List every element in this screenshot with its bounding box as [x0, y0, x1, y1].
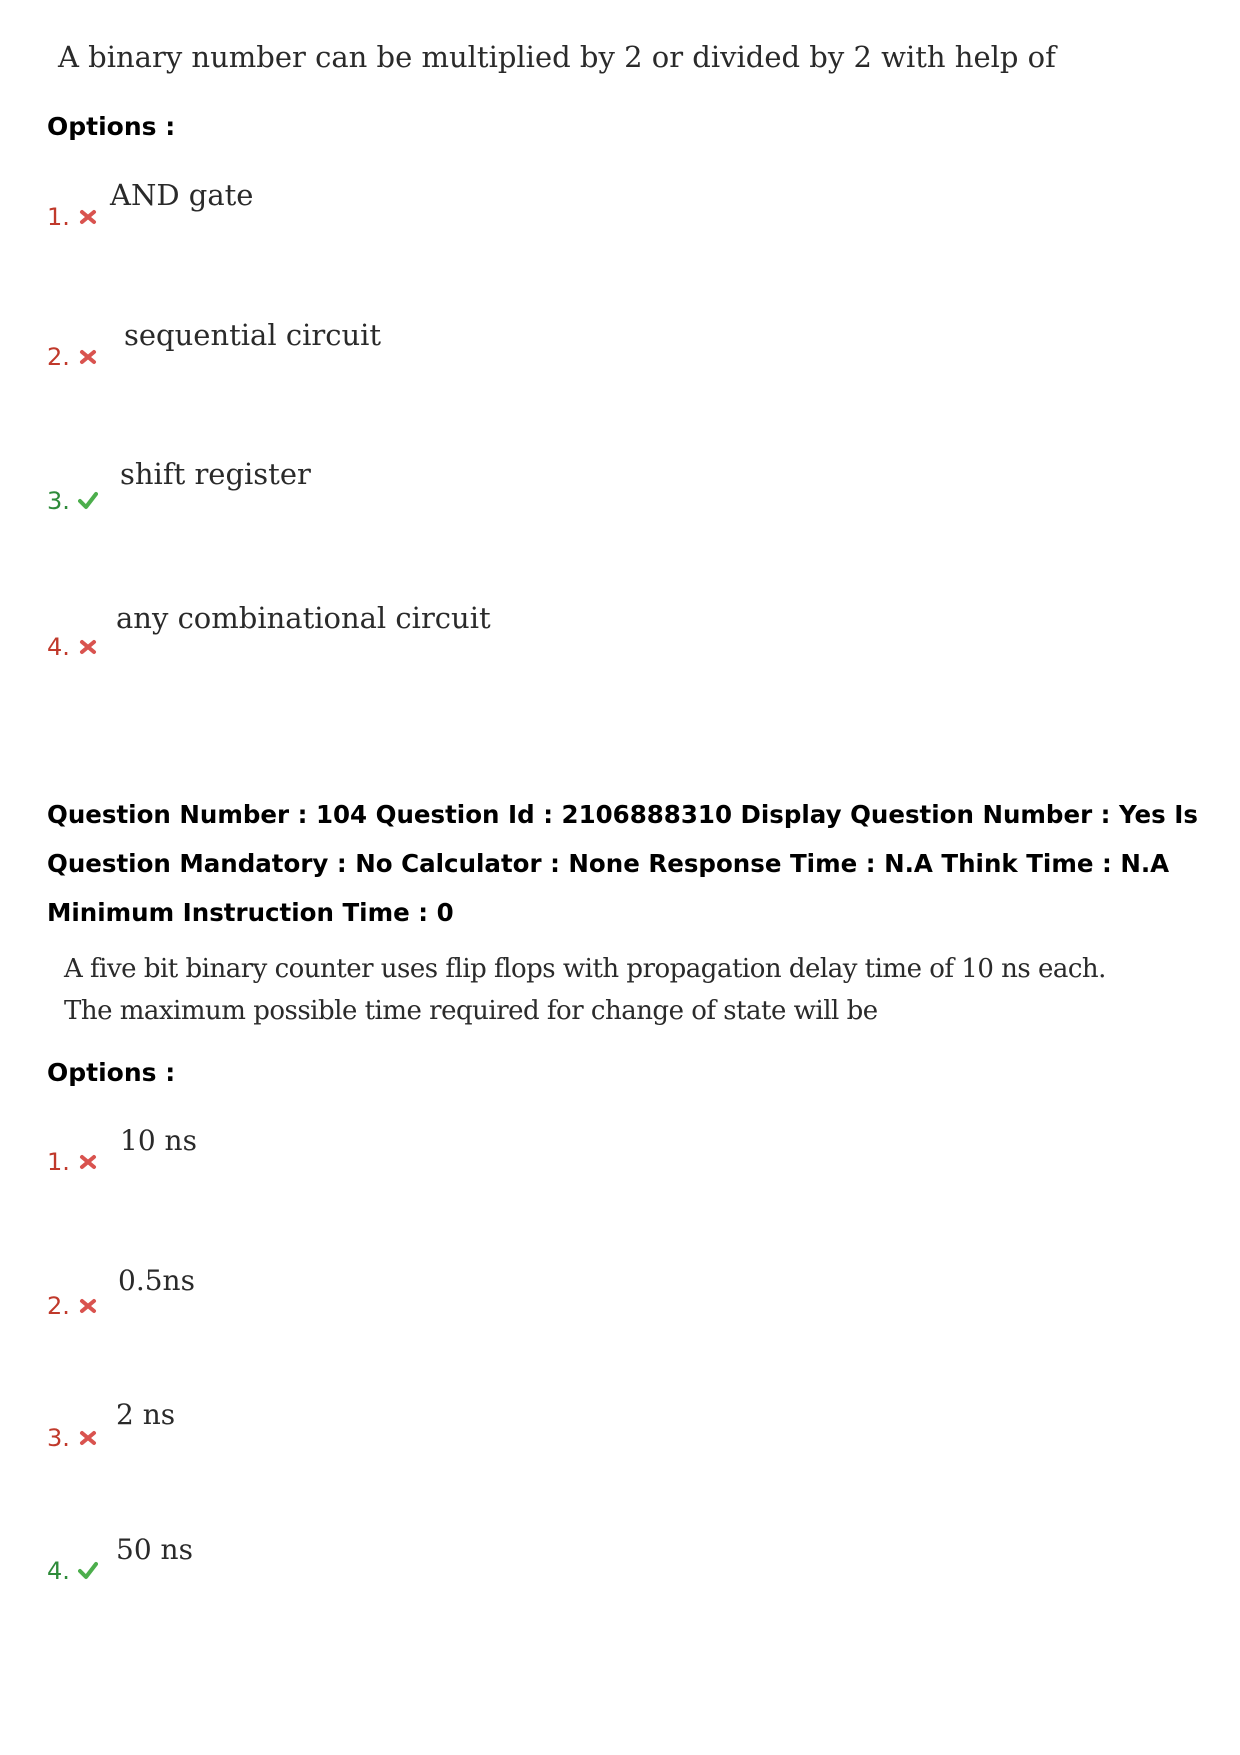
cross-icon — [78, 347, 98, 367]
option-number — [47, 203, 98, 231]
option-text: 50 ns — [116, 1533, 193, 1566]
option-number — [47, 633, 98, 661]
option-number — [47, 1148, 98, 1176]
option-number — [47, 1292, 98, 1320]
question-mandatory: Is Question Mandatory : No — [47, 800, 1198, 878]
option-text: any combinational circuit — [116, 601, 491, 635]
question-text-line-1: A five bit binary counter uses flip flops with propagation delay time of 10 ns each. — [64, 954, 1106, 984]
check-icon — [78, 1561, 98, 1581]
option-number-label: 4. — [47, 633, 70, 661]
cross-icon — [78, 637, 98, 657]
option-number-label: 1. — [47, 203, 70, 231]
option-number-label: 4. — [47, 1557, 70, 1585]
calculator: Calculator : None — [401, 849, 640, 878]
think-time: Think Time : N.A — [941, 849, 1170, 878]
check-icon — [78, 491, 98, 511]
response-time: Response Time : N.A — [648, 849, 933, 878]
cross-icon — [78, 1152, 98, 1172]
option-number — [47, 487, 98, 515]
option-text: AND gate — [110, 178, 254, 212]
question-number: Question Number : 104 — [47, 800, 368, 829]
minimum-instruction-time: Minimum Instruction Time : 0 — [47, 898, 454, 927]
question-text: A binary number can be multiplied by 2 or divided by 2 with help of — [58, 40, 1056, 74]
question-meta — [47, 790, 1207, 937]
question-text-line-2: The maximum possible time required for change of state will be — [64, 996, 878, 1026]
option-text: 0.5ns — [118, 1264, 195, 1297]
option-number — [47, 1557, 98, 1585]
question-id: Question Id : 2106888310 — [375, 800, 732, 829]
option-number — [47, 343, 98, 371]
option-number-label: 1. — [47, 1148, 70, 1176]
option-number-label: 3. — [47, 487, 70, 515]
option-number — [47, 1424, 98, 1452]
cross-icon — [78, 1428, 98, 1448]
cross-icon — [78, 207, 98, 227]
option-text: 10 ns — [120, 1124, 197, 1157]
option-text: shift register — [120, 457, 311, 491]
options-label: Options : — [47, 112, 176, 141]
cross-icon — [78, 1296, 98, 1316]
option-text: sequential circuit — [124, 318, 382, 352]
option-number-label: 2. — [47, 1292, 70, 1320]
display-question-number: Display Question Number : Yes — [740, 800, 1166, 829]
option-text: 2 ns — [116, 1398, 176, 1431]
option-number-label: 3. — [47, 1424, 70, 1452]
option-number-label: 2. — [47, 343, 70, 371]
options-label: Options : — [47, 1058, 176, 1087]
